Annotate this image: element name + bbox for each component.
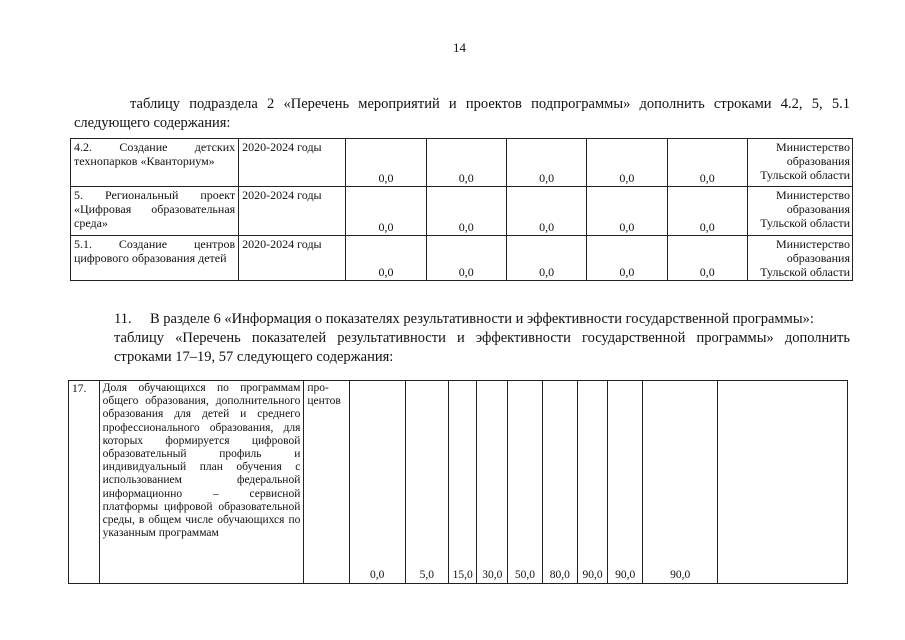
indicator-number: 17. xyxy=(69,381,100,584)
funding-value: 0,0 xyxy=(426,236,506,281)
funding-value: 0,0 xyxy=(587,187,667,236)
table-row xyxy=(71,236,853,281)
funding-value: 0,0 xyxy=(506,187,586,236)
table-row xyxy=(71,139,853,187)
funding-value: 0,0 xyxy=(506,139,586,187)
indicator-value: 15,0 xyxy=(448,381,477,584)
activity-name: 4.2. Создание детских технопарков «Кванториум» xyxy=(71,139,239,187)
indicator-name: Доля обучающихся по программам общего образования, дополнительного образования для детей и среднего профессионального образования, для которых формируется цифровой образовательный профиль и индивидуальный план обучения с использованием федеральной информационно – сервисной платформы цифровой образовательной среды, в общем числе обучающихся по указанным программам xyxy=(99,381,304,584)
funding-value: 0,0 xyxy=(667,187,747,236)
indicator-value: 50,0 xyxy=(508,381,543,584)
funding-value: 0,0 xyxy=(346,139,426,187)
section-11-heading: В разделе 6 «Информация о показателях результативности и эффективности государственной программы»: xyxy=(150,311,814,327)
funding-value: 0,0 xyxy=(667,236,747,281)
indicator-value: 90,0 xyxy=(608,381,643,584)
item-number: 11. xyxy=(114,311,132,327)
indicator-value: 5,0 xyxy=(405,381,448,584)
indicator-value: 0,0 xyxy=(349,381,405,584)
indicator-value: 90,0 xyxy=(643,381,718,584)
funding-value: 0,0 xyxy=(587,236,667,281)
page-number: 14 xyxy=(453,40,466,55)
activity-period: 2020-2024 годы xyxy=(239,236,346,281)
indicators-table xyxy=(68,380,848,584)
activity-name: 5. Региональный проект «Цифровая образовательная среда» xyxy=(71,187,239,236)
table-row xyxy=(69,381,848,584)
indicator-unit: про-центов xyxy=(304,381,349,584)
funding-value: 0,0 xyxy=(587,139,667,187)
table-row xyxy=(71,187,853,236)
paragraph-section-11 xyxy=(74,310,850,367)
funding-value: 0,0 xyxy=(346,236,426,281)
activity-executor: Министерство образования Тульской области xyxy=(747,139,852,187)
indicator-empty-cell xyxy=(718,381,848,584)
funding-value: 0,0 xyxy=(426,139,506,187)
funding-value: 0,0 xyxy=(667,139,747,187)
activity-name: 5.1. Создание центров цифрового образования детей xyxy=(71,236,239,281)
paragraph-intro xyxy=(74,95,850,133)
activity-period: 2020-2024 годы xyxy=(239,187,346,236)
funding-value: 0,0 xyxy=(506,236,586,281)
indicator-value: 80,0 xyxy=(542,381,577,584)
paragraph-intro-text: таблицу подраздела 2 «Перечень мероприятий и проектов подпрограммы» дополнить строками 4.2, 5, 5.1 следующего содержания: xyxy=(74,96,850,131)
funding-value: 0,0 xyxy=(426,187,506,236)
section-11-text: таблицу «Перечень показателей результативности и эффективности государственной программы» дополнить строками 17–19, 57 следующего содержания: xyxy=(114,330,850,365)
activity-executor: Министерство образования Тульской области xyxy=(747,236,852,281)
indicator-value: 30,0 xyxy=(477,381,508,584)
activity-period: 2020-2024 годы xyxy=(239,139,346,187)
activities-table xyxy=(70,138,853,281)
indicator-value: 90,0 xyxy=(577,381,608,584)
funding-value: 0,0 xyxy=(346,187,426,236)
activity-executor: Министерство образования Тульской области xyxy=(747,187,852,236)
